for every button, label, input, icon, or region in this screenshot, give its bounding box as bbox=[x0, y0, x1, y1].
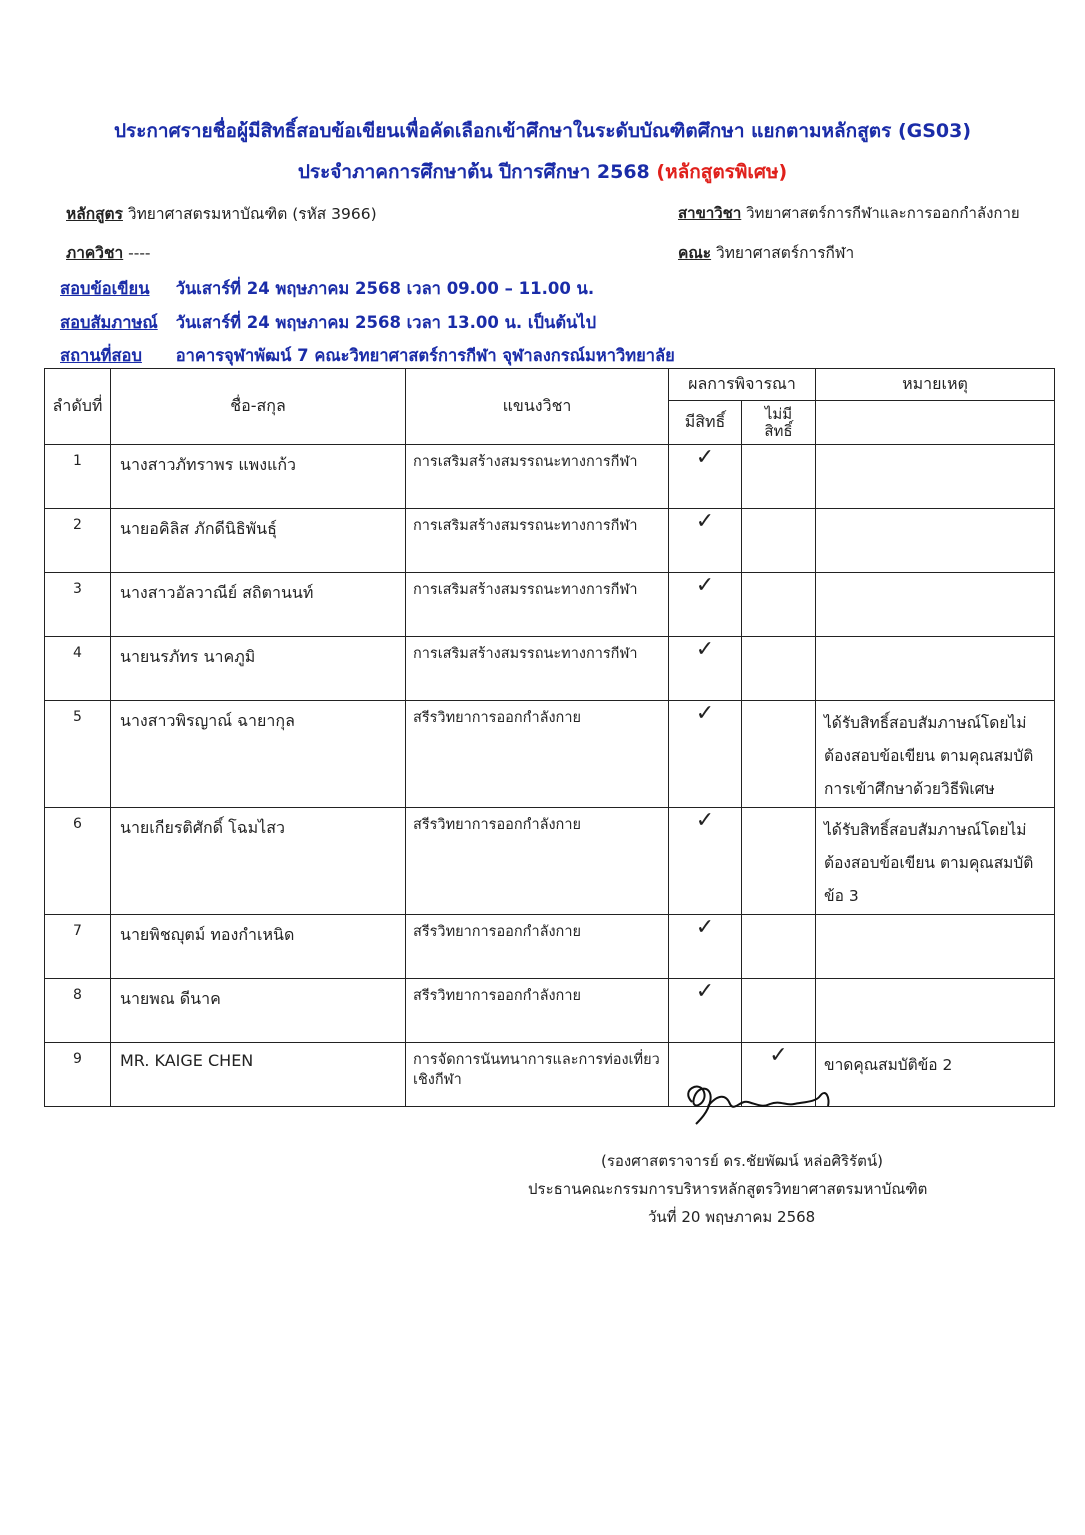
row-remark bbox=[816, 509, 1055, 573]
row-not-eligible bbox=[742, 445, 816, 509]
field-value: วิทยาศาสตร์การกีฬาและการออกกำลังกาย bbox=[746, 204, 1020, 222]
row-eligible: ✓ bbox=[669, 637, 742, 701]
row-name: นางสาวพิรญาณ์ ฉายากุล bbox=[111, 701, 406, 808]
table-row bbox=[45, 915, 1055, 979]
row-no: 2 bbox=[45, 509, 111, 573]
row-no: 3 bbox=[45, 573, 111, 637]
faculty-label: คณะ bbox=[678, 244, 712, 262]
row-eligible: ✓ bbox=[669, 573, 742, 637]
row-remark: ได้รับสิทธิ์สอบสัมภาษณ์โดยไม่ต้องสอบข้อเขียน ตามคุณสมบัติการเข้าศึกษาด้วยวิธีพิเศษ bbox=[816, 701, 1055, 808]
table-row bbox=[45, 979, 1055, 1043]
announcement-subtitle bbox=[0, 157, 1085, 187]
candidate-table bbox=[44, 368, 1055, 1107]
row-not-eligible bbox=[742, 701, 816, 808]
dept-info bbox=[66, 240, 151, 265]
header-not-eligible-line1: ไม่มี bbox=[764, 404, 793, 423]
venue-info bbox=[60, 343, 675, 369]
row-eligible: ✓ bbox=[669, 701, 742, 808]
table-row bbox=[45, 701, 1055, 808]
faculty-info bbox=[678, 240, 854, 265]
program-info bbox=[66, 201, 377, 226]
row-remark bbox=[816, 915, 1055, 979]
header-no: ลำดับที่ bbox=[45, 369, 111, 445]
announcement-title: ประกาศรายชื่อผู้มีสิทธิ์สอบข้อเขียนเพื่อคัดเลือกเข้าศึกษาในระดับบัณฑิตศึกษา แยกตามหลักสูตร (GS03) bbox=[113, 120, 972, 142]
field-info bbox=[678, 201, 1020, 225]
special-program-tag: (หลักสูตรพิเศษ) bbox=[656, 161, 788, 183]
row-field: การเสริมสร้างสมรรถนะทางการกีฬา bbox=[406, 637, 669, 701]
row-name: นายพิชญุตม์ ทองกำเหนิด bbox=[111, 915, 406, 979]
header-eligible: มีสิทธิ์ bbox=[669, 401, 742, 445]
row-no: 7 bbox=[45, 915, 111, 979]
signature-drawing bbox=[670, 1072, 850, 1132]
header-remark: หมายเหตุ bbox=[816, 369, 1055, 401]
row-remark bbox=[816, 637, 1055, 701]
written-exam-label: สอบข้อเขียน bbox=[60, 279, 150, 298]
row-eligible: ✓ bbox=[669, 445, 742, 509]
header-name: ชื่อ-สกุล bbox=[111, 369, 406, 445]
row-not-eligible bbox=[742, 509, 816, 573]
row-remark: ได้รับสิทธิ์สอบสัมภาษณ์โดยไม่ต้องสอบข้อเขียน ตามคุณสมบัติข้อ 3 bbox=[816, 808, 1055, 915]
header-remark-blank bbox=[816, 401, 1055, 445]
row-field: การเสริมสร้างสมรรถนะทางการกีฬา bbox=[406, 573, 669, 637]
row-name: นางสาวอัลวาณีย์ สถิตานนท์ bbox=[111, 573, 406, 637]
row-eligible: ✓ bbox=[669, 808, 742, 915]
row-field: สรีรวิทยาการออกกำลังกาย bbox=[406, 979, 669, 1043]
row-field: สรีรวิทยาการออกกำลังกาย bbox=[406, 701, 669, 808]
row-no: 9 bbox=[45, 1043, 111, 1107]
interview-label: สอบสัมภาษณ์ bbox=[60, 313, 158, 332]
row-name: นายนรภัทร นาคภูมิ bbox=[111, 637, 406, 701]
row-no: 4 bbox=[45, 637, 111, 701]
faculty-value: วิทยาศาสตร์การกีฬา bbox=[716, 244, 855, 262]
row-eligible: ✓ bbox=[669, 979, 742, 1043]
row-not-eligible bbox=[742, 915, 816, 979]
written-exam-info bbox=[60, 276, 594, 302]
row-eligible: ✓ bbox=[669, 915, 742, 979]
table-row bbox=[45, 808, 1055, 915]
row-field: การเสริมสร้างสมรรถนะทางการกีฬา bbox=[406, 445, 669, 509]
table-row bbox=[45, 509, 1055, 573]
row-field: สรีรวิทยาการออกกำลังกาย bbox=[406, 808, 669, 915]
row-name: นายเกียรติศักดิ์ โฉมไสว bbox=[111, 808, 406, 915]
table-row bbox=[45, 637, 1055, 701]
interview-value: วันเสาร์ที่ 24 พฤษภาคม 2568 เวลา 13.00 น. เป็นต้นไป bbox=[175, 313, 597, 332]
row-remark bbox=[816, 573, 1055, 637]
dept-label: ภาควิชา bbox=[66, 244, 124, 262]
table-row bbox=[45, 573, 1055, 637]
header-not-eligible-line2: สิทธิ์ bbox=[764, 421, 793, 440]
row-no: 8 bbox=[45, 979, 111, 1043]
program-label: หลักสูตร bbox=[66, 205, 123, 223]
row-field: การเสริมสร้างสมรรถนะทางการกีฬา bbox=[406, 509, 669, 573]
row-not-eligible bbox=[742, 808, 816, 915]
interview-info bbox=[60, 310, 596, 336]
venue-value: อาคารจุฬาพัฒน์ 7 คณะวิทยาศาสตร์การกีฬา จุฬาลงกรณ์มหาวิทยาลัย bbox=[175, 346, 675, 365]
header-result: ผลการพิจารณา bbox=[669, 369, 816, 401]
signer-name: (รองศาสตราจารย์ ดร.ชัยพัฒน์ หล่อศิริรัตน์) bbox=[601, 1152, 883, 1170]
signer-position: ประธานคณะกรรมการบริหารหลักสูตรวิทยาศาสตรมหาบัณฑิต bbox=[528, 1180, 928, 1198]
row-no: 6 bbox=[45, 808, 111, 915]
header-field: แขนงวิชา bbox=[406, 369, 669, 445]
header-not-eligible bbox=[742, 401, 816, 445]
row-remark: ขาดคุณสมบัติข้อ 2 bbox=[816, 1043, 1055, 1107]
signature bbox=[670, 1072, 850, 1132]
written-exam-value: วันเสาร์ที่ 24 พฤษภาคม 2568 เวลา 09.00 – 11.00 น. bbox=[175, 279, 595, 298]
row-eligible: ✓ bbox=[669, 509, 742, 573]
row-field: การจัดการนันทนาการและการท่องเที่ยวเชิงกีฬา bbox=[406, 1043, 669, 1107]
row-not-eligible bbox=[742, 979, 816, 1043]
row-field: สรีรวิทยาการออกกำลังกาย bbox=[406, 915, 669, 979]
row-not-eligible: ✓ bbox=[742, 1043, 816, 1107]
field-label: สาขาวิชา bbox=[678, 204, 742, 222]
row-name: นายอคิลิส ภักดีนิธิพันธุ์ bbox=[111, 509, 406, 573]
signed-date: วันที่ 20 พฤษภาคม 2568 bbox=[648, 1208, 816, 1226]
row-name: นายพณ ดีนาค bbox=[111, 979, 406, 1043]
row-not-eligible bbox=[742, 637, 816, 701]
row-not-eligible bbox=[742, 573, 816, 637]
row-remark bbox=[816, 979, 1055, 1043]
program-value: วิทยาศาสตรมหาบัณฑิต (รหัส 3966) bbox=[127, 205, 377, 223]
row-no: 5 bbox=[45, 701, 111, 808]
dept-value: ---- bbox=[128, 244, 151, 262]
semester-text: ประจำภาคการศึกษาต้น ปีการศึกษา 2568 bbox=[297, 161, 650, 183]
table-row bbox=[45, 445, 1055, 509]
row-name: นางสาวภัทราพร แพงแก้ว bbox=[111, 445, 406, 509]
venue-label: สถานที่สอบ bbox=[60, 346, 142, 365]
row-no: 1 bbox=[45, 445, 111, 509]
table-row bbox=[45, 1043, 1055, 1107]
row-name: MR. KAIGE CHEN bbox=[111, 1043, 406, 1107]
row-remark bbox=[816, 445, 1055, 509]
